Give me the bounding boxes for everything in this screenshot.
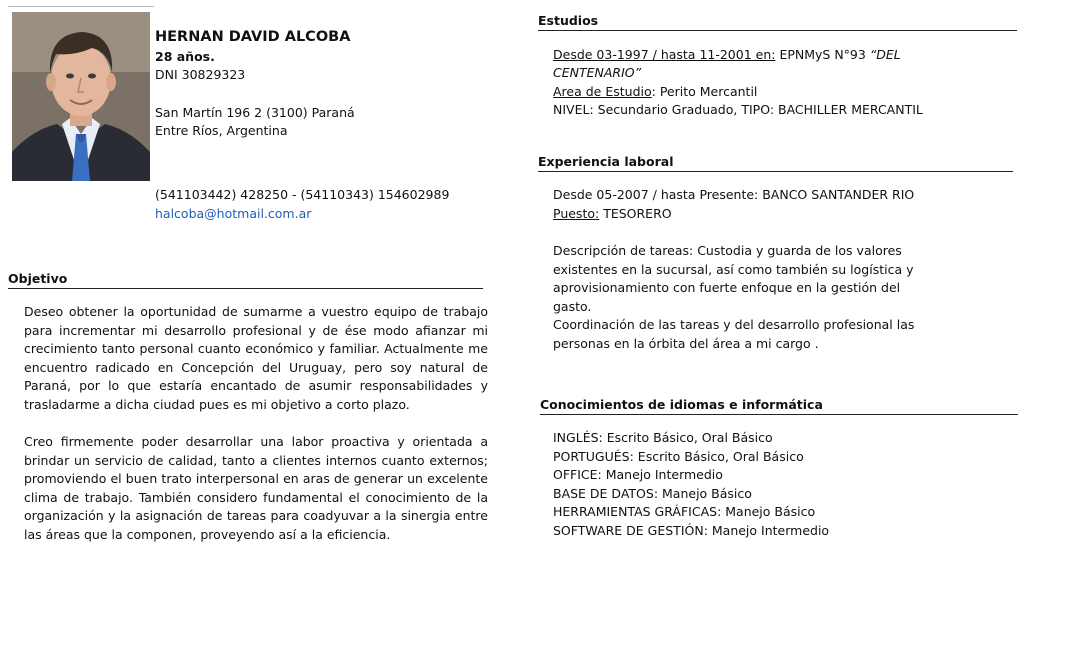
top-divider	[8, 6, 154, 7]
list-item: SOFTWARE DE GESTIÓN: Manejo Intermedio	[553, 522, 830, 538]
experiencia-period: Desde 05-2007 / hasta Presente: BANCO SANTANDER RIO	[553, 187, 915, 202]
candidate-age: 28 años.	[155, 49, 215, 64]
experiencia-desc-line: existentes en la sucursal, así como también su logística y	[553, 261, 914, 277]
estudios-nivel: NIVEL: Secundario Graduado, TIPO: BACHILLER MERCANTIL	[553, 102, 923, 117]
candidate-dni: DNI 30829323	[155, 67, 246, 82]
section-title-objetivo: Objetivo	[8, 271, 483, 289]
estudios-area-value: : Perito Mercantil	[651, 84, 758, 99]
objetivo-paragraph-2: Creo firmemente poder desarrollar una labor proactiva y orientada a brindar un servicio de calidad, tanto a clientes internos cuanto externos; promoviendo el buen trato interpersonal en aras de generar un excelente clima de trabajo. También considero fundamental el conocimiento de la organización y la asignación de tareas para coadyuvar a la sinergia entre las áreas que la componen, proveyendo así a la eficiencia.	[24, 434, 488, 542]
phone-numbers: (541103442) 428250 - (54110343) 154602989	[155, 187, 450, 202]
estudios-school: EPNMyS N°93	[775, 47, 870, 62]
list-item: HERRAMIENTAS GRÁFICAS: Manejo Básico	[553, 504, 816, 519]
conocimientos-list	[553, 429, 829, 540]
experiencia-desc-line: Descripción de tareas: Custodia y guarda de los valores	[553, 243, 902, 258]
experiencia-puesto-label: Puesto:	[553, 206, 600, 221]
section-title-experiencia: Experiencia laboral	[538, 154, 1013, 172]
objetivo-paragraph-1: Deseo obtener la oportunidad de sumarme a vuestro equipo de trabajo para incrementar mi desarrollo profesional y de ése modo afianzar mi crecimiento tanto personal cuanto económico y familiar. Actualmente me encuentro radicado en Concepción del Uruguay, pero soy natural de Paraná, por lo que estaría encantado de asumir responsabilidades y trasladarme a dicha ciudad pues es mi objetivo a corto plazo.	[24, 304, 488, 412]
list-item: OFFICE: Manejo Intermedio	[553, 467, 723, 482]
experiencia-desc-line: Coordinación de las tareas y del desarrollo profesional las	[553, 317, 915, 332]
list-item: PORTUGUÉS: Escrito Básico, Oral Básico	[553, 448, 804, 464]
experiencia-puesto-value: TESORERO	[599, 206, 672, 221]
section-title-conocimientos: Conocimientos de idiomas e informática	[540, 397, 1018, 415]
list-item: BASE DE DATOS: Manejo Básico	[553, 485, 752, 501]
experiencia-desc-line: gasto.	[553, 298, 592, 314]
list-item: INGLÉS: Escrito Básico, Oral Básico	[553, 430, 773, 445]
estudios-area-line	[553, 83, 757, 102]
estudios-period: Desde 03-1997 / hasta 11-2001 en:	[553, 47, 776, 62]
email-link[interactable]: halcoba@hotmail.com.ar	[155, 206, 312, 221]
experiencia-desc-line: aprovisionamiento con fuerte enfoque en la gestión del	[553, 280, 901, 295]
experiencia-description	[553, 242, 914, 353]
experiencia-puesto-line	[553, 205, 672, 224]
address-line-2: Entre Ríos, Argentina	[155, 123, 288, 138]
address-line-1: San Martín 196 2 (3100) Paraná	[155, 105, 355, 120]
section-title-estudios: Estudios	[538, 13, 1017, 31]
estudios-school-name-2: CENTENARIO”	[553, 65, 642, 80]
estudios-school-name-1: “DEL	[869, 47, 901, 62]
candidate-name: HERNAN DAVID ALCOBA	[155, 29, 351, 45]
profile-photo	[12, 12, 150, 181]
estudios-area-label: Area de Estudio	[553, 84, 652, 99]
estudios-period-line	[553, 46, 901, 65]
experiencia-desc-line: personas en la órbita del área a mi cargo .	[553, 335, 819, 351]
